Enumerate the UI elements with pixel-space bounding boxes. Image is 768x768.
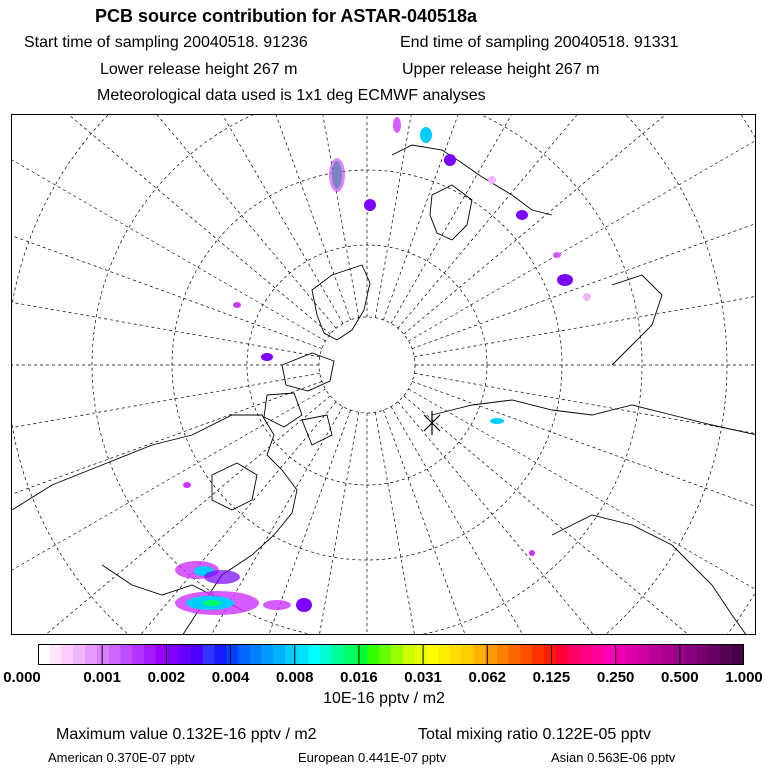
colorbar-swatch xyxy=(38,644,50,665)
meridian-line xyxy=(398,402,756,635)
meridian-line xyxy=(404,396,756,635)
plume-contours xyxy=(175,117,591,615)
colorbar-swatch xyxy=(120,644,132,665)
meridian-line xyxy=(12,115,343,323)
meridian-line xyxy=(12,115,336,328)
colorbar-swatch xyxy=(144,644,156,665)
meridian-line xyxy=(409,389,756,635)
meteo-label: Meteorological data used is 1x1 deg ECMWF analyses xyxy=(97,87,486,104)
colorbar-swatch xyxy=(320,644,332,665)
plume-patch xyxy=(263,600,291,610)
colorbar-swatch xyxy=(62,644,74,665)
colorbar-swatch xyxy=(591,644,603,665)
colorbar-swatch xyxy=(179,644,191,665)
coastline-hudson-bay xyxy=(212,463,257,510)
plume-patch xyxy=(488,176,496,184)
colorbar-swatch xyxy=(73,644,85,665)
colorbar-swatch xyxy=(685,644,697,665)
plume-patch xyxy=(329,158,345,192)
colorbar-swatch xyxy=(497,644,509,665)
colorbar-swatch xyxy=(615,644,627,665)
colorbar-swatch xyxy=(262,644,274,665)
colorbar-swatch xyxy=(638,644,650,665)
colorbar-swatch xyxy=(226,644,238,665)
meridian-line xyxy=(12,115,325,341)
meridian-line xyxy=(412,115,756,349)
colorbar xyxy=(38,644,744,665)
coastline-scandinavia xyxy=(430,185,472,240)
colorbar-swatch xyxy=(579,644,591,665)
colorbar-swatch xyxy=(556,644,568,665)
colorbar-swatch xyxy=(285,644,297,665)
colorbar-swatch xyxy=(415,644,427,665)
meridian-line xyxy=(59,115,350,320)
latitude-circle xyxy=(12,115,727,635)
plume-patch xyxy=(444,154,456,166)
plume-patch xyxy=(490,418,504,424)
colorbar-swatch xyxy=(438,644,450,665)
colorbar-tick-label: 0.001 xyxy=(83,669,121,686)
colorbar-tick-label: 0.500 xyxy=(661,669,699,686)
meridian-line xyxy=(409,115,756,341)
polar-map xyxy=(11,114,756,635)
plume-patch xyxy=(393,117,401,133)
colorbar-swatch xyxy=(462,644,474,665)
asian-label: Asian 0.563E-06 pptv xyxy=(551,750,676,765)
graticule xyxy=(12,115,756,635)
plume-patch xyxy=(553,252,561,258)
plume-patch xyxy=(364,199,376,211)
colorbar-swatch xyxy=(697,644,709,665)
colorbar-swatch xyxy=(720,644,732,665)
colorbar-swatch xyxy=(403,644,415,665)
colorbar-swatch xyxy=(344,644,356,665)
colorbar-swatch xyxy=(273,644,285,665)
meridian-line xyxy=(211,115,359,318)
coastline-east-asia xyxy=(612,275,662,365)
colorbar-swatch xyxy=(250,644,262,665)
meridian-line xyxy=(375,412,523,635)
plume-patch xyxy=(203,600,221,606)
colorbar-swatch xyxy=(379,644,391,665)
meridian-line xyxy=(12,389,325,635)
meridian-line xyxy=(12,115,330,334)
meridian-line xyxy=(391,115,756,323)
colorbar-tick-label: 0.000 xyxy=(3,669,41,686)
lower-height-label: Lower release height 267 m xyxy=(100,61,298,78)
meridian-line xyxy=(404,115,756,334)
colorbar-swatch xyxy=(367,644,379,665)
max-value-label: Maximum value 0.132E-16 pptv / m2 xyxy=(56,726,317,743)
meridian-line xyxy=(383,410,674,635)
american-label: American 0.370E-07 pptv xyxy=(48,750,195,765)
colorbar-swatch xyxy=(332,644,344,665)
coastline-europe xyxy=(392,145,552,215)
colorbar-swatch xyxy=(709,644,721,665)
colorbar-tick-label: 1.000 xyxy=(725,669,763,686)
colorbar-swatch xyxy=(650,644,662,665)
plume-patch xyxy=(557,274,573,286)
colorbar-swatch xyxy=(50,644,62,665)
colorbar-tick-label: 0.016 xyxy=(340,669,378,686)
colorbar-swatch xyxy=(356,644,368,665)
latitude-circle xyxy=(172,170,562,560)
colorbar-swatch xyxy=(85,644,97,665)
start-time-label: Start time of sampling 20040518. 91236 xyxy=(24,34,308,51)
plume-patch xyxy=(529,550,535,556)
meridian-line xyxy=(391,407,756,635)
colorbar-swatch xyxy=(191,644,203,665)
colorbar-tick-label: 0.062 xyxy=(468,669,507,686)
meridian-line xyxy=(412,381,756,635)
latitude-circle xyxy=(12,115,756,635)
colorbar-swatch xyxy=(544,644,556,665)
upper-height-label: Upper release height 267 m xyxy=(402,61,600,78)
colorbar-swatch xyxy=(603,644,615,665)
plume-patch xyxy=(204,570,240,584)
colorbar-swatch xyxy=(662,644,674,665)
colorbar-swatch xyxy=(203,644,215,665)
colorbar-swatch xyxy=(568,644,580,665)
meridian-line xyxy=(12,373,320,521)
colorbar-swatch xyxy=(391,644,403,665)
colorbar-swatch xyxy=(626,644,638,665)
colorbar-swatch xyxy=(520,644,532,665)
colorbar-swatch xyxy=(97,644,109,665)
coastlines xyxy=(12,145,756,635)
plume-patch xyxy=(261,353,273,361)
plume-patch xyxy=(516,210,528,220)
plume-patch xyxy=(233,302,241,308)
plot-title: PCB source contribution for ASTAR-040518a xyxy=(95,6,478,26)
colorbar-swatch xyxy=(732,644,744,665)
colorbar-swatch xyxy=(132,644,144,665)
colorbar-swatch xyxy=(238,644,250,665)
colorbar-swatch xyxy=(109,644,121,665)
meridian-line xyxy=(398,115,756,328)
colorbar-unit: 10E-16 pptv / m2 xyxy=(323,690,445,707)
colorbar-swatch xyxy=(215,644,227,665)
meridian-line xyxy=(375,115,523,318)
colorbar-swatch xyxy=(297,644,309,665)
colorbar-swatch xyxy=(532,644,544,665)
colorbar-swatch xyxy=(473,644,485,665)
colorbar-tick-label: 0.002 xyxy=(147,669,186,686)
colorbar-tick-label: 0.031 xyxy=(404,669,442,686)
plume-patch xyxy=(583,293,591,301)
european-label: European 0.441E-07 pptv xyxy=(298,750,447,765)
plume-patch xyxy=(420,127,432,143)
release-site-marker xyxy=(424,411,440,435)
colorbar-tick-label: 0.125 xyxy=(532,669,571,686)
colorbar-swatch xyxy=(509,644,521,665)
meridian-line xyxy=(12,209,320,357)
plume-patch xyxy=(296,598,312,612)
coastline-greenland xyxy=(312,265,370,340)
meridian-line xyxy=(12,396,330,635)
colorbar-swatch xyxy=(426,644,438,665)
colorbar-tick-label: 0.250 xyxy=(596,669,635,686)
coastline-asia xyxy=(552,515,747,635)
plume-patch xyxy=(183,482,191,488)
map-canvas xyxy=(12,115,756,635)
total-mixing-label: Total mixing ratio 0.122E-05 pptv xyxy=(418,726,652,743)
colorbar-swatch xyxy=(450,644,462,665)
colorbar-swatch xyxy=(167,644,179,665)
end-time-label: End time of sampling 20040518. 91331 xyxy=(400,34,679,51)
meridian-line xyxy=(12,115,322,349)
colorbar-tick-label: 0.008 xyxy=(275,669,314,686)
colorbar-tick-label: 0.004 xyxy=(211,669,250,686)
colorbar-swatch xyxy=(309,644,321,665)
